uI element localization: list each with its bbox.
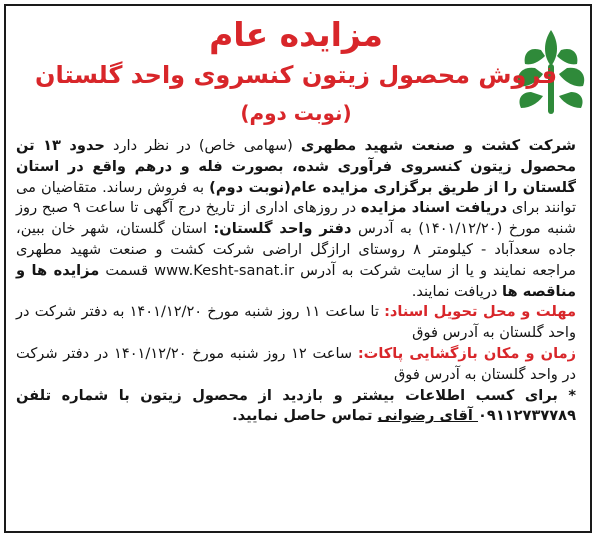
office-address: استان گلستان، شهر خان ببین، جاده سعدآباد - کیلومتر ۸ روستای ارازگل اراضی شرکت کشت و صنعت شهید مطهری مراجعه نمایند و یا از سایت شرکت به آدرس: [16, 220, 577, 279]
ad-body: [16, 136, 576, 427]
deadline-text: تا ساعت ۱۱ روز شنبه مورخ ۱۴۰۱/۱۲/۲۰ به دفتر شرکت در واحد گلستان به آدرس فوق: [16, 303, 576, 342]
tender-advertisement: [4, 4, 592, 533]
ad-round: (نوبت دوم): [240, 101, 352, 125]
office-label: دفتر واحد گلستان:: [213, 220, 352, 238]
section-post: دریافت نمایند.: [411, 282, 503, 300]
contact-phone: ۰۹۱۱۲۷۳۷۷۸۹: [478, 407, 576, 425]
section-name: مزایده ها و مناقصه ها: [16, 261, 576, 300]
contact-suffix: تماس حاصل نمایید.: [232, 407, 378, 425]
company-type: (سهامی خاص) در نظر دارد: [104, 137, 301, 154]
ad-subtitle: فروش محصول زیتون کنسروی واحد گلستان: [34, 61, 558, 89]
contact-prefix: * برای کسب اطلاعات بیشتر و بازدید از محصول زیتون با شماره تلفن: [16, 386, 576, 404]
company-name: شرکت کشت و صنعت شهید مطهری: [300, 137, 576, 154]
receive-docs-text: در روزهای اداری از تاریخ درج آگهی تا ساعت ۹ صبح روز شنبه مورخ (۱۴۰۱/۱۲/۲۰) به آدرس: [16, 199, 576, 238]
contact-person: آقای رضوانی: [377, 407, 479, 425]
intro-tail: به فروش رساند. متقاضیان می توانند برای: [16, 178, 577, 217]
receive-docs-label: دریافت اسناد مزایده: [360, 199, 508, 217]
opening-paragraph: [16, 344, 576, 386]
section-pre: قسمت: [99, 261, 155, 279]
opening-label: زمان و مکان بازگشایی پاکات:: [357, 344, 577, 362]
deadline-label: مهلت و محل تحویل اسناد:: [384, 303, 576, 321]
intro-paragraph: [16, 136, 576, 302]
tender-quantity: حدود ۱۳ تن محصول زیتون کنسروی فرآوری شده، بصورت فله و درهم واقع در استان گلستان را از طریق برگزاری مزایده عام(نوبت دوم): [16, 137, 576, 196]
website-link[interactable]: www.Kesht-sanat.ir: [154, 261, 295, 279]
opening-text: ساعت ۱۲ روز شنبه مورخ ۱۴۰۱/۱۲/۲۰ در دفتر شرکت در واحد گلستان به آدرس فوق: [16, 344, 576, 383]
ad-title: مزایده عام: [209, 15, 383, 54]
deadline-paragraph: [16, 302, 576, 344]
contact-paragraph: [16, 386, 576, 428]
